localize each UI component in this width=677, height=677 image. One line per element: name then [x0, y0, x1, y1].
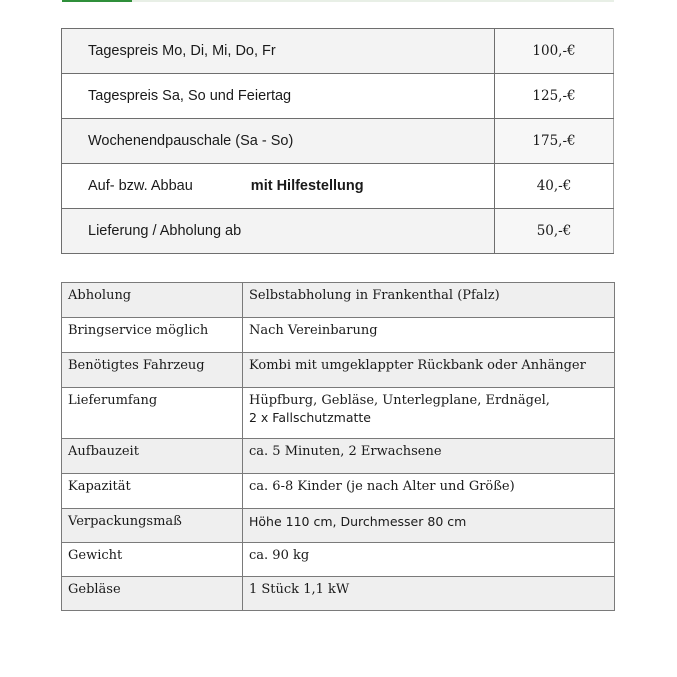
price-label: Tagespreis Mo, Di, Mi, Do, Fr [62, 29, 495, 74]
spec-value-line2: 2 x Fallschutzmatte [249, 410, 371, 425]
price-value: 125,-€ [495, 74, 614, 119]
spec-value: ca. 90 kg [243, 543, 615, 577]
price-value: 50,-€ [495, 209, 614, 254]
spec-value-cell [243, 388, 615, 439]
spec-key: Kapazität [62, 474, 243, 509]
price-row [62, 164, 614, 209]
spec-row [62, 509, 615, 543]
spec-key: Bringservice möglich [62, 318, 243, 353]
spec-value: Höhe 110 cm, Durchmesser 80 cm [243, 509, 615, 543]
spec-key: Benötigtes Fahrzeug [62, 353, 243, 388]
spec-row [62, 543, 615, 577]
spec-value: ca. 6-8 Kinder (je nach Alter und Größe) [243, 474, 615, 509]
spec-row [62, 577, 615, 611]
top-divider [62, 0, 614, 2]
price-row [62, 119, 614, 164]
price-label: Auf- bzw. Abbau [88, 178, 193, 194]
price-value: 175,-€ [495, 119, 614, 164]
price-row [62, 29, 614, 74]
price-label-extra: mit Hilfestellung [250, 178, 364, 194]
spec-key: Aufbauzeit [62, 439, 243, 474]
spec-value: 1 Stück 1,1 kW [243, 577, 615, 611]
spec-key: Abholung [62, 283, 243, 318]
spec-row [62, 318, 615, 353]
price-label: Tagespreis Sa, So und Feiertag [62, 74, 495, 119]
spec-value: Nach Vereinbarung [243, 318, 615, 353]
spec-key: Lieferumfang [62, 388, 243, 439]
spec-row [62, 353, 615, 388]
price-row [62, 209, 614, 254]
spec-value: Selbstabholung in Frankenthal (Pfalz) [243, 283, 615, 318]
spec-row [62, 474, 615, 509]
spec-key: Gebläse [62, 577, 243, 611]
price-table [61, 28, 614, 254]
spec-row [62, 388, 615, 439]
top-accent-bar [62, 0, 132, 2]
spec-row [62, 283, 615, 318]
price-label: Lieferung / Abholung ab [62, 209, 495, 254]
spec-value: Kombi mit umgeklappter Rückbank oder Anhänger [243, 353, 615, 388]
spec-value: Hüpfburg, Gebläse, Unterlegplane, Erdnägel, [249, 393, 550, 408]
spec-key: Verpackungsmaß [62, 509, 243, 543]
spec-key: Gewicht [62, 543, 243, 577]
price-value: 40,-€ [495, 164, 614, 209]
price-value: 100,-€ [495, 29, 614, 74]
spec-table [61, 282, 615, 611]
price-row [62, 74, 614, 119]
price-label: Wochenendpauschale (Sa - So) [62, 119, 495, 164]
spec-value: ca. 5 Minuten, 2 Erwachsene [243, 439, 615, 474]
price-label-cell [62, 164, 495, 209]
spec-row [62, 439, 615, 474]
